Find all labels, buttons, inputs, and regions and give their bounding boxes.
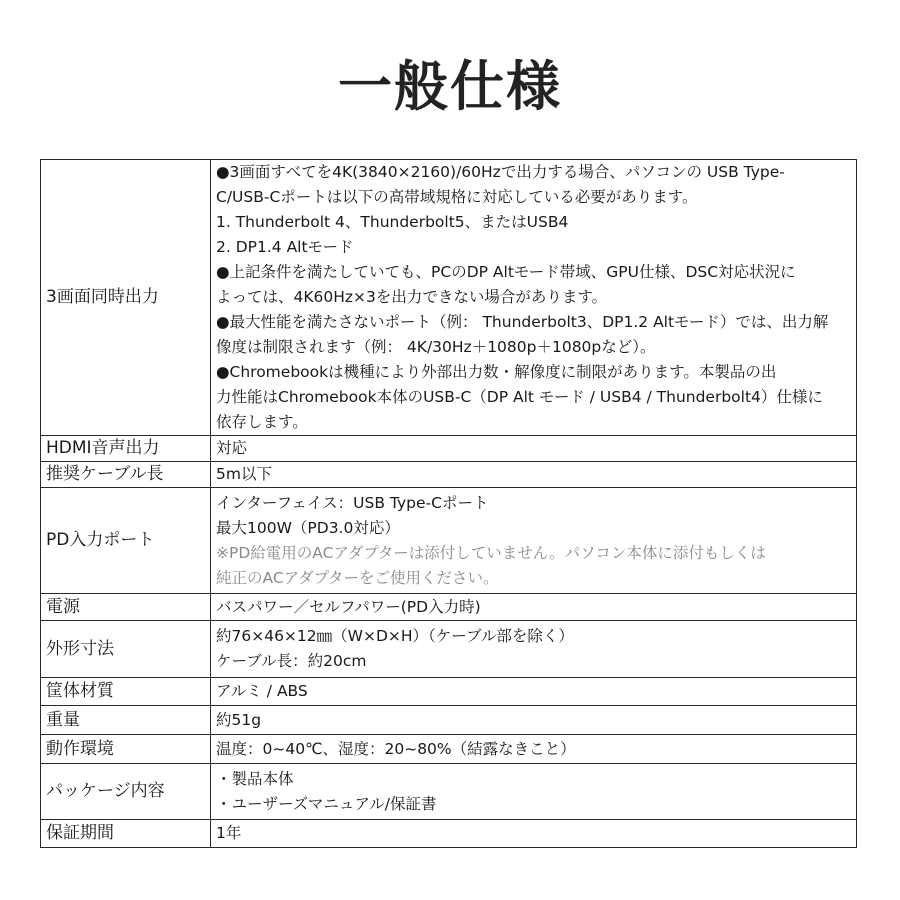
text-line: ●最大性能を満たさないポート（例： Thunderbolt3、DP1.2 Altモード）では、出力解	[216, 313, 829, 331]
table-row	[41, 820, 857, 848]
table-row	[41, 436, 857, 462]
row-label: 外形寸法	[41, 621, 211, 678]
text-line: ●Chromebookは機種により外部出力数・解像度に制限があります。本製品の出	[216, 363, 777, 381]
table-row	[41, 706, 857, 735]
note-line: ※PD給電用のACアダプターは添付していません。パソコン本体に添付もしくは	[216, 543, 766, 562]
row-label: HDMI音声出力	[41, 436, 211, 462]
table-row	[41, 462, 857, 488]
row-value	[211, 764, 857, 820]
row-label: PD入力ポート	[41, 488, 211, 594]
text-line: ケーブル長：約20cm	[216, 652, 367, 670]
text-line: 最大100W（PD3.0対応）	[216, 518, 400, 537]
row-value	[211, 160, 857, 436]
row-value: 1年	[211, 820, 857, 848]
text-line: ・ユーザーズマニュアル/保証書	[216, 794, 437, 813]
row-value: アルミ / ABS	[211, 678, 857, 706]
row-label: 保証期間	[41, 820, 211, 848]
text-line: ●3画面すべてを4K(3840×2160)/60Hzで出力する場合、パソコンの USB Type-	[216, 163, 785, 181]
row-value: 温度：0~40℃、湿度：20~80%（結露なきこと）	[211, 735, 857, 764]
row-label: パッケージ内容	[41, 764, 211, 820]
table-row	[41, 594, 857, 621]
note-line: 純正のACアダプターをご使用ください。	[216, 568, 499, 587]
table-row	[41, 735, 857, 764]
text-line: 力性能はChromebook本体のUSB-C（DP Alt モード / USB4 / Thunderbolt4）仕様に	[216, 388, 823, 406]
table-row	[41, 488, 857, 594]
table-row	[41, 764, 857, 820]
row-label: 3画面同時出力	[41, 160, 211, 436]
spec-table	[40, 159, 857, 848]
row-value	[211, 488, 857, 594]
text-line: 依存します。	[216, 413, 308, 431]
page-title: 一般仕様	[338, 55, 562, 118]
table-row	[41, 160, 857, 436]
text-line: 像度は制限されます（例： 4K/30Hz＋1080p＋1080pなど）。	[216, 338, 656, 356]
row-value: 5m以下	[211, 462, 857, 488]
table-row	[41, 678, 857, 706]
row-label: 重量	[41, 706, 211, 735]
text-line: ●上記条件を満たしていても、PCのDP Altモード帯域、GPU仕様、DSC対応状況に	[216, 263, 796, 281]
row-label: 動作環境	[41, 735, 211, 764]
text-line: ・製品本体	[216, 769, 294, 788]
text-line: 1. Thunderbolt 4、Thunderbolt5、またはUSB4	[216, 213, 569, 231]
table-row	[41, 621, 857, 678]
row-label: 筐体材質	[41, 678, 211, 706]
row-value: 対応	[211, 436, 857, 462]
row-label: 推奨ケーブル長	[41, 462, 211, 488]
row-label: 電源	[41, 594, 211, 621]
text-line: 2. DP1.4 Altモード	[216, 238, 354, 256]
text-line: よっては、4K60Hz×3を出力できない場合があります。	[216, 288, 608, 306]
text-line: インターフェイス：USB Type-Cポート	[216, 493, 489, 512]
text-line: C/USB-Cポートは以下の高帯域規格に対応している必要があります。	[216, 188, 698, 206]
row-value: 約51g	[211, 706, 857, 735]
row-value: バスパワー／セルフパワー(PD入力時)	[211, 594, 857, 621]
row-value	[211, 621, 857, 678]
text-line: 約76×46×12㎜（W×D×H）（ケーブル部を除く）	[216, 627, 574, 645]
